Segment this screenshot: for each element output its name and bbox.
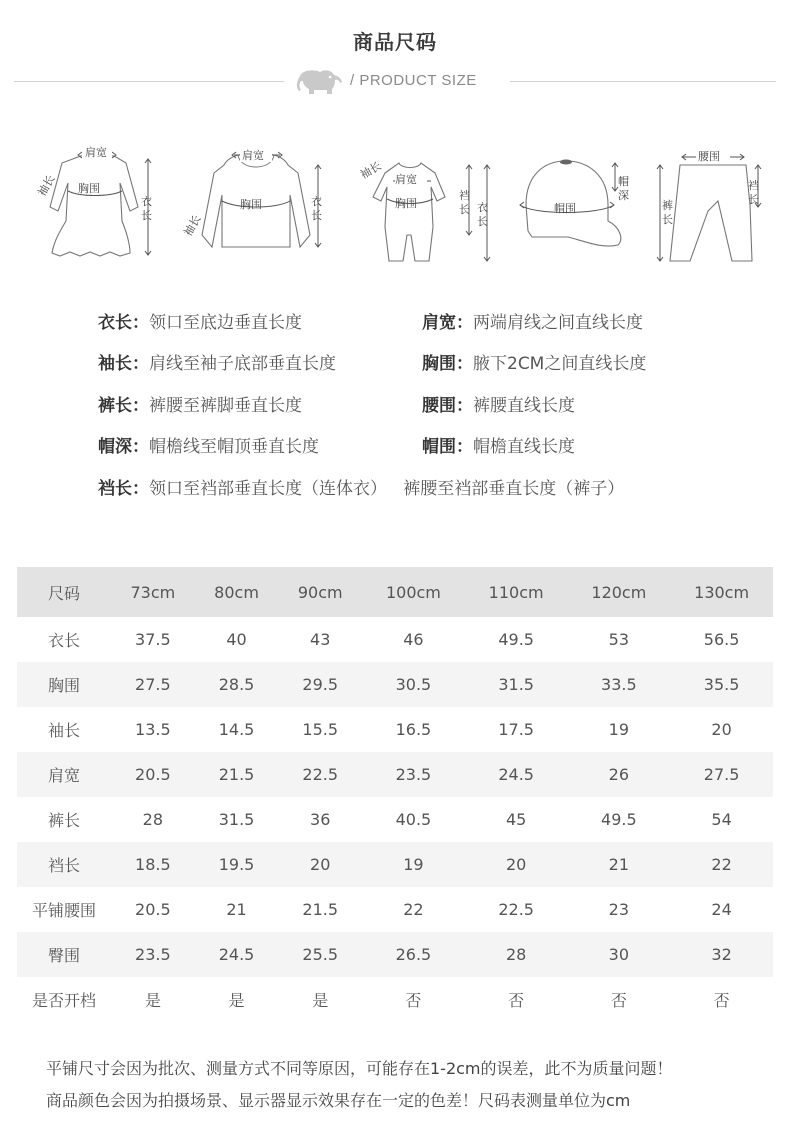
row-label-cell: 裆长 [17,842,111,887]
value-cell: 43 [310,630,331,649]
value-cell: 否 [508,991,525,1010]
definition-chest: 胸围：腋下2CM之间直线长度 [422,354,647,374]
table-row [17,842,773,887]
divider-left [14,81,284,82]
hoodie-length-label-2: 长 [311,209,322,222]
value-cell: 28.5 [195,662,279,707]
value-cell: 13.5 [135,720,171,739]
value-cell: 24.5 [195,932,279,977]
value-cell: 22.5 [498,900,534,919]
value-cell: 23 [608,900,630,919]
value-cell: 否 [713,991,730,1010]
row-label-cell: 臀围 [17,932,111,977]
value-cell: 35.5 [670,662,773,707]
definition-pants-length: 裤长：裤腰至裤脚垂直长度 [98,396,302,416]
value-cell: 32 [670,932,773,977]
hat-depth-label-2: 深 [618,189,629,202]
value-cell: 27.5 [670,752,773,797]
definition-hat-circumference: 帽围：帽檐直线长度 [422,437,575,457]
value-cell: 22 [670,842,773,887]
pants-waist-label: 腰围 [698,150,720,163]
table-row [17,977,773,1022]
value-cell: 28 [142,810,164,829]
value-cell: 40 [226,630,247,649]
value-cell: 53 [608,630,630,649]
value-cell: 18.5 [111,842,195,887]
dress-diagram [30,135,165,274]
romper-shoulder-label: 肩宽 [395,173,417,186]
value-cell: 20 [278,842,362,887]
value-cell: 33.5 [568,662,671,707]
hat-circumference-label: 帽围 [554,202,576,215]
value-cell: 20 [711,720,732,739]
divider-right [510,81,776,82]
note-line: 平铺尺寸会因为批次、测量方式不同等原因，可能存在1-2cm的误差，此不为质量问题！ [46,1059,673,1078]
definition-length: 衣长：领口至底边垂直长度 [98,313,302,333]
value-cell: 21.5 [302,900,339,919]
romper-sleeve-label: 袖长 [358,159,384,182]
definition-waist: 腰围：裤腰直线长度 [422,396,575,416]
dress-length-label-1: 衣 [141,195,152,208]
value-cell: 17.5 [498,720,534,739]
romper-crotch-label-1: 裆 [459,189,470,202]
header-cell: 100cm [362,567,465,617]
romper-length-label-1: 衣 [477,201,488,214]
row-label-cell: 衣长 [47,631,80,650]
table-row [17,662,773,707]
value-cell: 21 [226,900,247,919]
table-row [17,752,773,797]
value-cell: 31.5 [218,810,255,829]
value-cell: 49.5 [498,630,534,649]
value-cell: 46 [403,630,424,649]
pants-crotch-label-2: 长 [748,193,759,206]
value-cell: 22.5 [278,752,362,797]
hoodie-diagram [178,135,328,274]
elephant-icon [294,68,344,96]
table-row [17,707,773,752]
value-cell: 19.5 [195,842,279,887]
value-cell: 56.5 [703,630,740,649]
value-cell: 是 [144,991,161,1010]
value-cell: 31.5 [465,662,568,707]
header-cell: 130cm [670,567,773,617]
value-cell: 23.5 [362,752,465,797]
romper-diagram [345,135,495,274]
header-cell: 120cm [568,567,671,617]
value-cell: 27.5 [111,662,195,707]
row-label-cell: 袖长 [47,721,80,740]
value-cell: 23.5 [111,932,195,977]
value-cell: 24 [711,900,732,919]
value-cell: 20 [465,842,568,887]
table-row [17,617,773,662]
header-cell: 110cm [465,567,568,617]
hat-diagram [512,135,642,274]
note-line: 商品颜色会因为拍摄场景、显示器显示效果存在一定的色差！尺码表测量单位为cm [46,1091,631,1110]
value-cell: 16.5 [395,720,432,739]
value-cell: 24.5 [465,752,568,797]
value-cell: 54 [711,810,732,829]
table-row [17,797,773,842]
header-cell: 73cm [111,567,195,617]
dress-chest-label: 胸围 [78,182,100,195]
size-table [17,567,773,1022]
pants-crotch-label-1: 裆 [748,179,759,192]
definition-shoulder: 肩宽：两端肩线之间直线长度 [422,313,643,333]
value-cell: 30 [568,932,671,977]
value-cell: 21.5 [195,752,279,797]
value-cell: 37.5 [135,630,171,649]
header-cell: 90cm [278,567,362,617]
value-cell: 是 [312,991,329,1010]
section-subtitle [0,68,790,98]
romper-chest-label: 胸围 [395,197,417,210]
value-cell: 49.5 [601,810,637,829]
hoodie-length-label-1: 衣 [311,195,322,208]
dress-sleeve-label: 袖长 [35,172,58,199]
value-cell: 否 [610,991,627,1010]
page-title: 商品尺码 [353,30,437,54]
value-cell: 是 [228,991,245,1010]
value-cell: 20.5 [111,752,195,797]
row-label-cell: 肩宽 [17,752,111,797]
table-header-row [17,567,773,617]
table-row [17,887,773,932]
hoodie-chest-label: 胸围 [240,198,262,211]
definition-sleeve: 袖长：肩线至袖子底部垂直长度 [98,354,336,374]
disclaimer-notes [46,1053,673,1117]
value-cell: 22 [403,900,424,919]
value-cell: 21 [568,842,671,887]
header-cell: 尺码 [17,567,111,617]
pants-length-label-1: 裤 [662,199,673,212]
value-cell: 19 [608,720,630,739]
hoodie-sleeve-label: 袖长 [181,212,204,239]
dress-length-label-2: 长 [141,209,152,222]
value-cell: 19 [362,842,465,887]
row-label-cell: 裤长 [47,811,80,830]
value-cell: 36 [310,810,331,829]
header-cell: 80cm [195,567,279,617]
value-cell: 29.5 [278,662,362,707]
value-cell: 否 [405,991,422,1010]
subtitle-text: / PRODUCT SIZE [350,72,477,89]
definition-crotch: 裆长：领口至裆部垂直长度（连体衣） 裤腰至裆部垂直长度（裤子） [98,479,625,499]
romper-length-label-2: 长 [477,215,488,228]
value-cell: 26.5 [362,932,465,977]
row-label-cell: 平铺腰围 [31,901,96,920]
romper-crotch-label-2: 长 [459,203,470,216]
definition-hat-depth: 帽深：帽檐线至帽顶垂直长度 [98,437,319,457]
row-label-cell: 是否开档 [31,991,96,1010]
pants-length-label-2: 长 [662,213,673,226]
value-cell: 40.5 [395,810,432,829]
hat-depth-label-1: 帽 [618,175,629,188]
value-cell: 30.5 [362,662,465,707]
table-row [17,932,773,977]
value-cell: 20.5 [135,900,171,919]
dress-shoulder-label: 肩宽 [85,146,107,159]
row-label-cell: 胸围 [17,662,111,707]
value-cell: 26 [568,752,671,797]
value-cell: 28 [465,932,568,977]
value-cell: 45 [505,810,527,829]
value-cell: 14.5 [218,720,255,739]
hoodie-shoulder-label: 肩宽 [242,149,264,162]
pants-diagram [650,135,770,274]
value-cell: 15.5 [302,720,339,739]
value-cell: 25.5 [278,932,362,977]
